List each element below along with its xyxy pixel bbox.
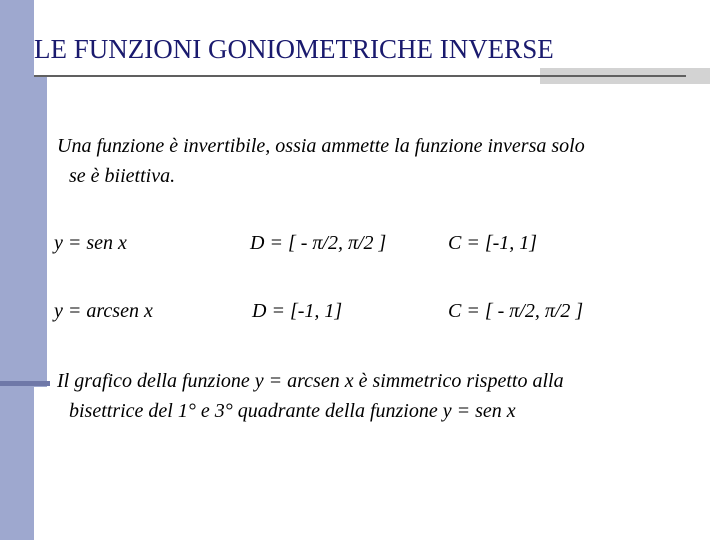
title-underline [34, 75, 686, 77]
content-horizontal-divider [0, 381, 50, 386]
intro-text-line-1: Una funzione è invertibile, ossia ammette la funzione inversa solo [57, 135, 585, 157]
note-text-line-2: bisettrice del 1° e 3° quadrante della funzione y = sen x [69, 400, 516, 422]
row-1-domain: D = [ - π/2, π/2 ] [250, 232, 387, 254]
row-2-domain: D = [-1, 1] [252, 300, 343, 322]
row-1-function: y = sen x [54, 232, 127, 254]
row-2-function: y = arcsen x [54, 300, 153, 322]
note-text-line-1: Il grafico della funzione y = arcsen x è simmetrico rispetto alla [57, 370, 564, 392]
intro-text-line-2: se è biiettiva. [69, 165, 176, 187]
row-1-codomain: C = [-1, 1] [448, 232, 538, 254]
slide-title: LE FUNZIONI GONIOMETRICHE INVERSE [34, 34, 554, 64]
left-sidebar-band [0, 0, 34, 540]
row-2-codomain: C = [ - π/2, π/2 ] [448, 300, 584, 322]
content-side-divider [34, 77, 47, 387]
